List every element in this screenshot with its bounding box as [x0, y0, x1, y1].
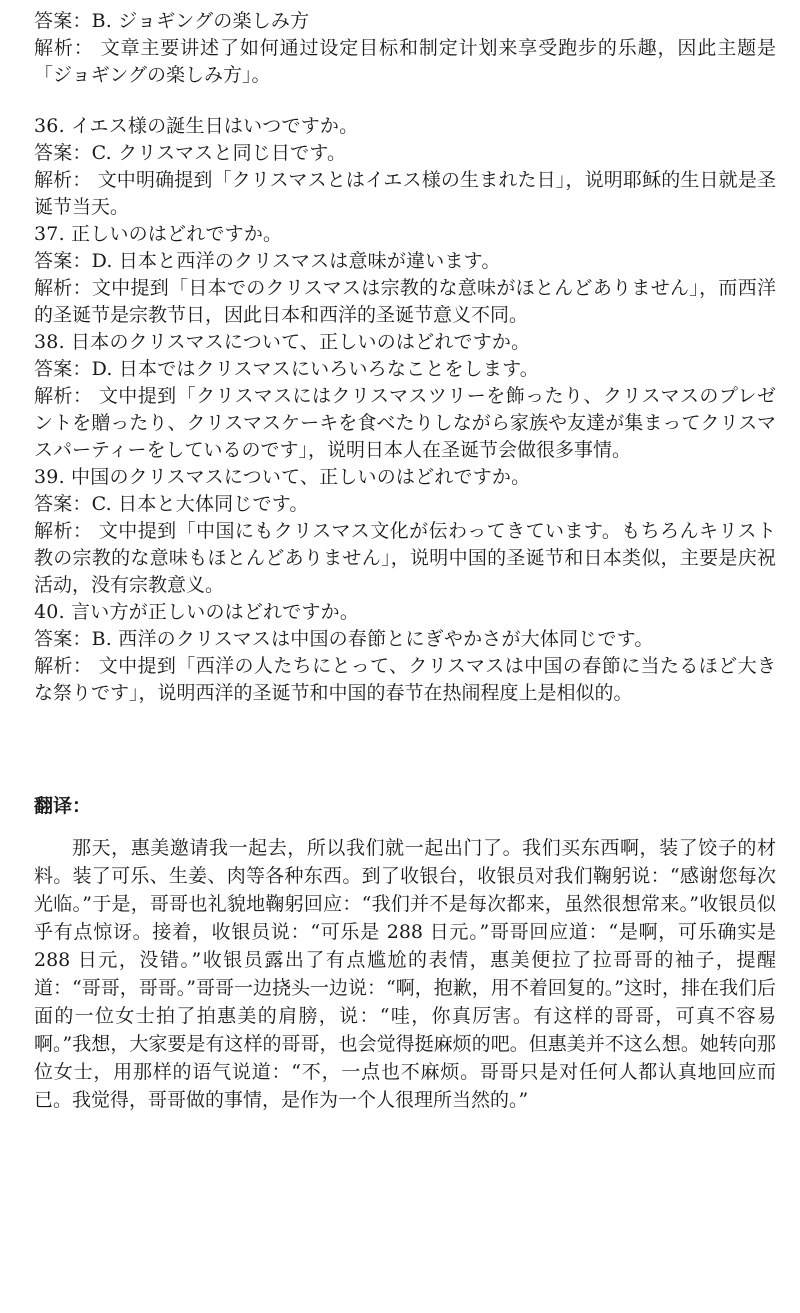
spacer [34, 89, 776, 113]
question-40: 40. 言い方が正しいのはどれですか。 [34, 601, 360, 623]
analysis-39: 解析： 文中提到「中国にもクリスマス文化が伝わってきています。もちろんキリスト教の宗教的な意味もほとんどありません」，说明中国的圣诞节和日本类似，主要是庆祝活动，没有宗教意义。 [34, 520, 776, 596]
question-block-39 [34, 464, 776, 599]
analysis-38: 解析： 文中提到「クリスマスにはクリスマスツリーを飾ったり、クリスマスのプレゼントを贈ったり、クリスマスケーキを食べたりしながら家族や友達が集まってクリスマスパーティーをしているのです」，说明日本人在圣诞节会做很多事情。 [34, 385, 776, 461]
answer-40: 答案：B. 西洋のクリスマスは中国の春節とにぎやかさが大体同じです。 [34, 628, 654, 650]
answer-37: 答案：D. 日本と西洋のクリスマスは意味が違います。 [34, 250, 501, 272]
question-39: 39. 中国のクリスマスについて、正しいのはどれですか。 [34, 466, 531, 488]
translation-section [34, 793, 776, 1114]
question-block-37 [34, 221, 776, 329]
question-37: 37. 正しいのはどれですか。 [34, 223, 283, 245]
answer-39: 答案：C. 日本と大体同じです。 [34, 493, 309, 515]
analysis-40: 解析： 文中提到「西洋の人たちにとって、クリスマスは中国の春節に当たるほど大きな祭りです」，说明西洋的圣诞节和中国的春节在热闹程度上是相似的。 [34, 655, 776, 704]
question-36: 36. イエス様の誕生日はいつですか。 [34, 115, 359, 137]
question-block-38 [34, 329, 776, 464]
question-38: 38. 日本のクリスマスについて、正しいのはどれですか。 [34, 331, 531, 353]
answer-38: 答案：D. 日本ではクリスマスにいろいろなことをします。 [34, 358, 539, 380]
spacer [34, 707, 776, 793]
document-page [34, 8, 776, 1114]
question-block-40 [34, 599, 776, 707]
analysis-35: 解析： 文章主要讲述了如何通过设定目标和制定计划来享受跑步的乐趣，因此主题是「ジョギングの楽しみ方」。 [34, 37, 776, 86]
answer-35: 答案：B. ジョギングの楽しみ方 [34, 10, 310, 32]
translation-body: 那天，惠美邀请我一起去，所以我们就一起出门了。我们买东西啊，装了饺子的材料。装了可乐、生姜、肉等各种东西。到了收银台，收银员对我们鞠躬说：“感谢您每次光临。”于是，哥哥也礼貌地鞠躬回应：“我们并不是每次都来，虽然很想常来。”收银员似乎有点惊讶。接着，收银员说：“可乐是 288 日元。”哥哥回应道：“是啊，可乐确实是 288 日元，没错。”收银员露出了有点尴尬的表情，惠美便拉了拉哥哥的袖子，提醒道：“哥哥，哥哥。”哥哥一边挠头一边说：“啊，抱歉，用不着回复的。”这时，排在我们后面的一位女士拍了拍惠美的肩膀，说：“哇，你真厉害。有这样的哥哥，可真不容易啊。”我想，大家要是有这样的哥哥，也会觉得挺麻烦的吧。但惠美并不这么想。她转向那位女士，用那样的语气说道：“不，一点也不麻烦。哥哥只是对任何人都认真地回应而已。我觉得，哥哥做的事情，是作为一个人很理所当然的。” [34, 837, 776, 1111]
translation-heading: 翻译： [34, 795, 92, 817]
analysis-37: 解析：文中提到「日本でのクリスマスは宗教的な意味がほとんどありません」，而西洋的圣诞节是宗教节日，因此日本和西洋的圣诞节意义不同。 [34, 277, 776, 326]
analysis-36: 解析： 文中明确提到「クリスマスとはイエス様の生まれた日」，说明耶稣的生日就是圣诞节当天。 [34, 169, 776, 218]
question-block-36 [34, 113, 776, 221]
answer-36: 答案：C. クリスマスと同じ日です。 [34, 142, 347, 164]
